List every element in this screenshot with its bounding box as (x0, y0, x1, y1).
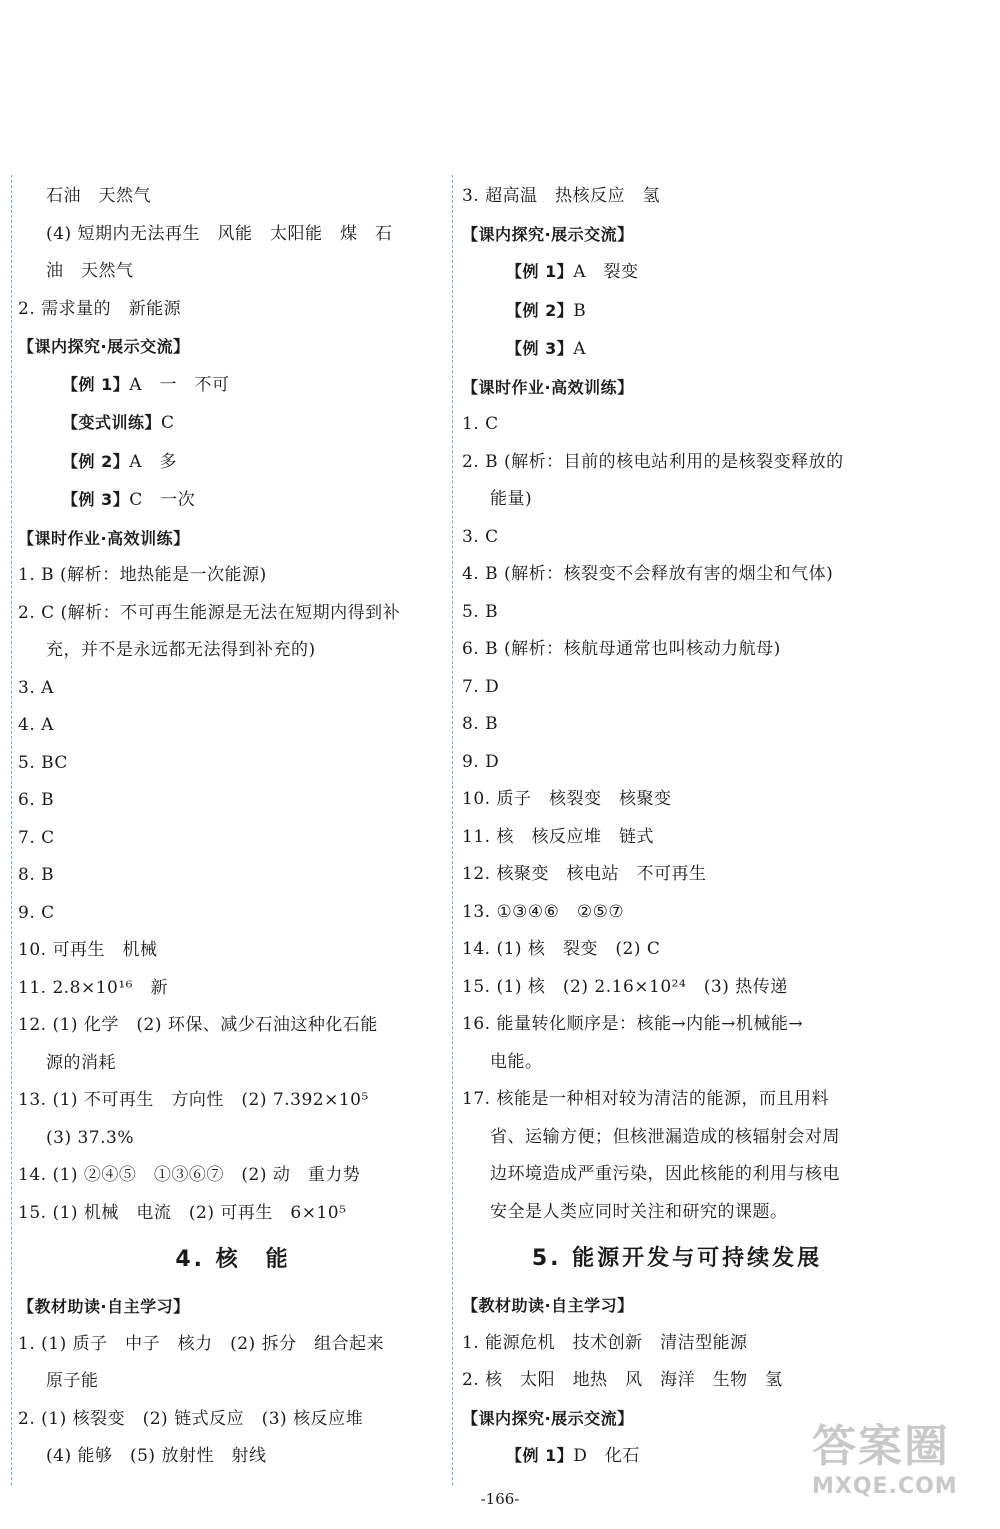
answer-line: 石油 天然气 (46, 186, 151, 206)
section-header: 【课时作业·高效训练】 (462, 377, 634, 397)
example-text: C (161, 413, 175, 433)
answer-line: 边环境造成严重污染，因此核能的利用与核电 (490, 1164, 840, 1184)
example-answer (18, 366, 448, 405)
answer-line: 12. 核聚变 核电站 不可再生 (462, 864, 707, 884)
answer-line: 1. C (462, 414, 499, 434)
example-label: 【变式训练】 (62, 413, 162, 432)
example-text: A 裂变 (573, 262, 639, 282)
section-header: 【课内探究·展示交流】 (18, 337, 190, 356)
answer-line: 充，并不是永远都无法得到补充的) (46, 640, 316, 660)
answer-line: 9. C (18, 902, 55, 923)
answer-line: 10. 质子 核裂变 核聚变 (462, 789, 672, 809)
example-text: A (573, 339, 586, 359)
answer-line: 8. B (462, 714, 499, 734)
answer-line: 6. B (解析：核航母通常也叫核动力航母) (462, 639, 781, 659)
answer-line: 15. (1) 核 (2) 2.16×10²⁴ (3) 热传递 (462, 976, 788, 997)
example-text: B (573, 300, 587, 321)
example-text: C 一次 (129, 490, 196, 510)
answer-line: 3. A (18, 677, 54, 698)
section-header: 【课内探究·展示交流】 (462, 1408, 634, 1428)
answer-line: 9. D (462, 751, 500, 772)
answer-line: 2. 需求量的 新能源 (18, 298, 182, 319)
answer-line: 17. 核能是一种相对较为清洁的能源，而且用料 (462, 1089, 829, 1109)
example-label: 【例 3】 (506, 339, 574, 358)
example-answer (462, 253, 892, 292)
example-text: A 一 不可 (129, 374, 230, 395)
watermark-title: 答案圈 (812, 1421, 950, 1472)
answer-line: 3. C (462, 526, 499, 547)
answer-line: 14. (1) 核 裂变 (2) C (462, 939, 661, 959)
example-answer (18, 404, 448, 443)
answer-line: 7. C (18, 827, 55, 848)
answer-line: 3. 超高温 热核反应 氢 (462, 186, 661, 206)
column-divider (452, 175, 453, 1485)
section-title: 4. 核 能 (175, 1247, 291, 1272)
left-column (18, 178, 448, 1476)
answer-line: 1. (1) 质子 中子 核力 (2) 拆分 组合起来 (18, 1333, 385, 1354)
example-answer (18, 481, 448, 520)
section-header: 【教材助读·自主学习】 (18, 1297, 190, 1316)
answer-line: 8. B (18, 865, 55, 885)
example-label: 【例 3】 (62, 490, 130, 509)
example-text: D 化石 (573, 1446, 640, 1466)
answer-line: 1. B (解析：地热能是一次能源) (18, 565, 267, 585)
answer-line: 2. C (解析：不可再生能源是无法在短期内得到补 (18, 602, 401, 623)
answer-line: (4) 短期内无法再生 风能 太阳能 煤 石 (46, 223, 393, 244)
answer-line: 6. B (18, 790, 55, 810)
answer-line: 电能。 (490, 1051, 543, 1072)
answer-line: 13. ①③④⑥ ②⑤⑦ (462, 901, 625, 922)
answer-line: (4) 能够 (5) 放射性 射线 (46, 1446, 267, 1466)
answer-line: 10. 可再生 机械 (18, 940, 158, 960)
answer-line: 7. D (462, 676, 500, 697)
example-label: 【例 1】 (506, 262, 574, 281)
answer-line: (3) 37.3% (46, 1127, 134, 1148)
answer-line: 原子能 (46, 1371, 99, 1391)
section-header: 【课时作业·高效训练】 (18, 528, 190, 548)
answer-line: 1. 能源危机 技术创新 清洁型能源 (462, 1332, 748, 1353)
answer-line: 源的消耗 (46, 1052, 116, 1073)
example-answer (462, 292, 892, 331)
answer-line: 安全是人类应同时关注和研究的课题。 (490, 1201, 788, 1222)
answer-line: 油 天然气 (46, 261, 134, 281)
answer-line: 4. A (18, 715, 54, 735)
page-number: -166- (480, 1490, 520, 1508)
answer-line: 2. (1) 核裂变 (2) 链式反应 (3) 核反应堆 (18, 1408, 364, 1429)
example-label: 【例 2】 (506, 300, 574, 320)
example-answer (462, 330, 892, 369)
answer-line: 5. B (462, 601, 499, 622)
example-label: 【例 1】 (506, 1446, 574, 1465)
answer-line: 能量) (490, 489, 533, 509)
answer-line: 11. 2.8×10¹⁶ 新 (18, 977, 168, 998)
answer-line: 5. BC (18, 752, 68, 773)
answer-line: 14. (1) ②④⑤ ①③⑥⑦ (2) 动 重力势 (18, 1165, 361, 1185)
answer-line: 省、运输方便；但核泄漏造成的核辐射会对周 (490, 1126, 840, 1147)
answer-line: 2. 核 太阳 地热 风 海洋 生物 氢 (462, 1370, 783, 1390)
answer-line: 12. (1) 化学 (2) 环保、减少石油这种化石能 (18, 1015, 378, 1035)
section-header: 【课内探究·展示交流】 (462, 224, 634, 244)
answer-line: 4. B (解析：核裂变不会释放有害的烟尘和气体) (462, 564, 834, 584)
example-text: A 多 (129, 451, 177, 472)
example-answer (18, 443, 448, 482)
answer-line: 15. (1) 机械 电流 (2) 可再生 6×10⁵ (18, 1202, 347, 1223)
answer-line: 16. 能量转化顺序是：核能→内能→机械能→ (462, 1014, 804, 1034)
left-margin-rule (11, 175, 12, 1485)
section-title: 5. 能源开发与可持续发展 (531, 1246, 823, 1271)
example-label: 【例 1】 (62, 374, 130, 394)
example-label: 【例 2】 (62, 451, 130, 471)
watermark-logo (812, 1410, 992, 1520)
answer-line: 2. B (解析：目前的核电站利用的是核裂变释放的 (462, 451, 844, 472)
watermark-url: MXQE.COM (812, 1474, 958, 1499)
answer-line: 11. 核 核反应堆 链式 (462, 826, 654, 847)
right-column (462, 178, 892, 1476)
answer-line: 13. (1) 不可再生 方向性 (2) 7.392×10⁵ (18, 1090, 369, 1110)
section-header: 【教材助读·自主学习】 (462, 1296, 634, 1315)
